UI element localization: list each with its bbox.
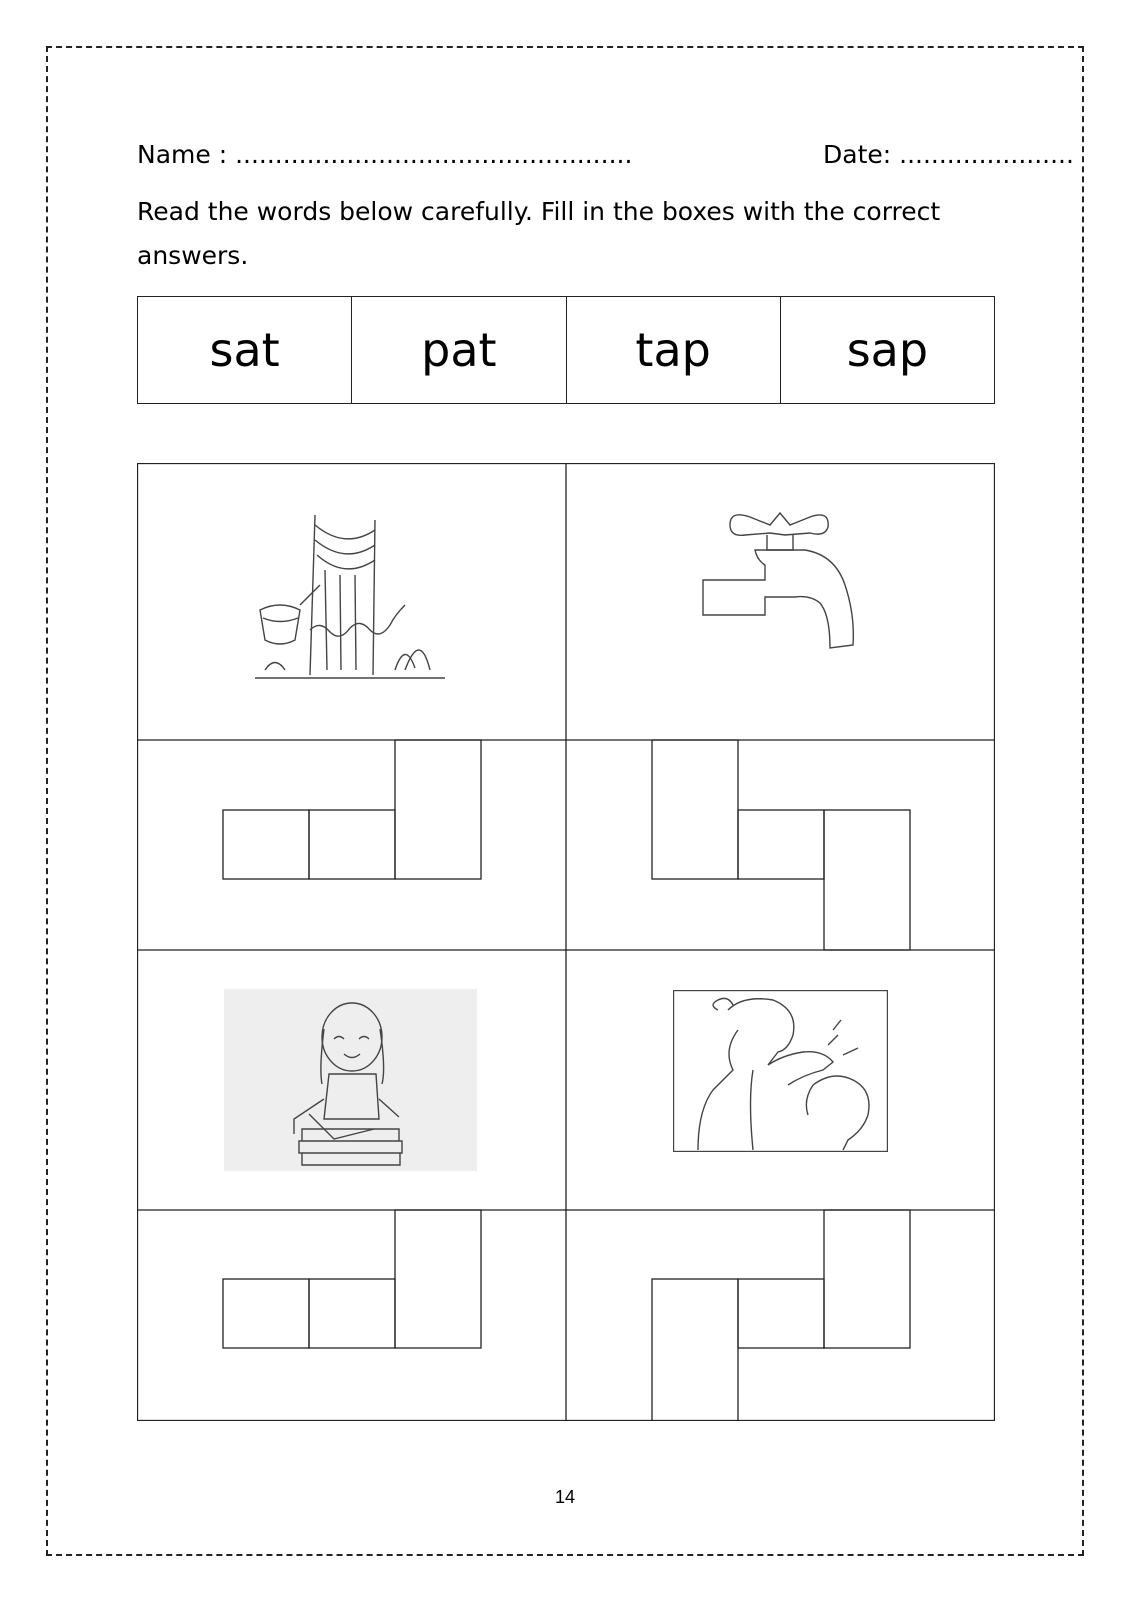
date-field[interactable]: Date: ...................... [823,140,1074,169]
answer-boxes-1 [223,740,481,879]
letter-box[interactable] [652,1279,738,1421]
answer-boxes-3 [223,1210,481,1348]
word-bank-item: sat [209,323,280,377]
rubber-tree-sap-icon [255,510,445,689]
answer-boxes-4 [652,1210,910,1421]
word-bank [137,296,995,404]
letter-box[interactable] [652,740,738,879]
letter-box[interactable] [223,810,309,879]
letter-box[interactable] [309,810,395,879]
letter-box[interactable] [738,810,824,879]
instruction-line-2: answers. [137,241,249,270]
letter-box[interactable] [738,1279,824,1348]
answer-boxes-2 [652,740,910,950]
letter-box[interactable] [223,1279,309,1348]
word-bank-item: tap [566,297,780,403]
letter-box[interactable] [395,740,481,879]
word-bank-item: pat [351,297,565,403]
water-tap-icon [695,505,875,674]
girl-sitting-on-books-icon [224,989,477,1175]
letter-box[interactable] [395,1210,481,1348]
word-bank-item: sap [780,297,994,403]
page-number: 14 [554,1487,576,1507]
letter-box[interactable] [824,810,910,950]
letter-box[interactable] [309,1279,395,1348]
letter-box[interactable] [824,1210,910,1348]
name-field[interactable]: Name : .................................................. [137,140,633,169]
instruction-line-1: Read the words below carefully. Fill in the boxes with the correct [137,197,941,226]
girl-patting-dog-icon [673,990,888,1156]
